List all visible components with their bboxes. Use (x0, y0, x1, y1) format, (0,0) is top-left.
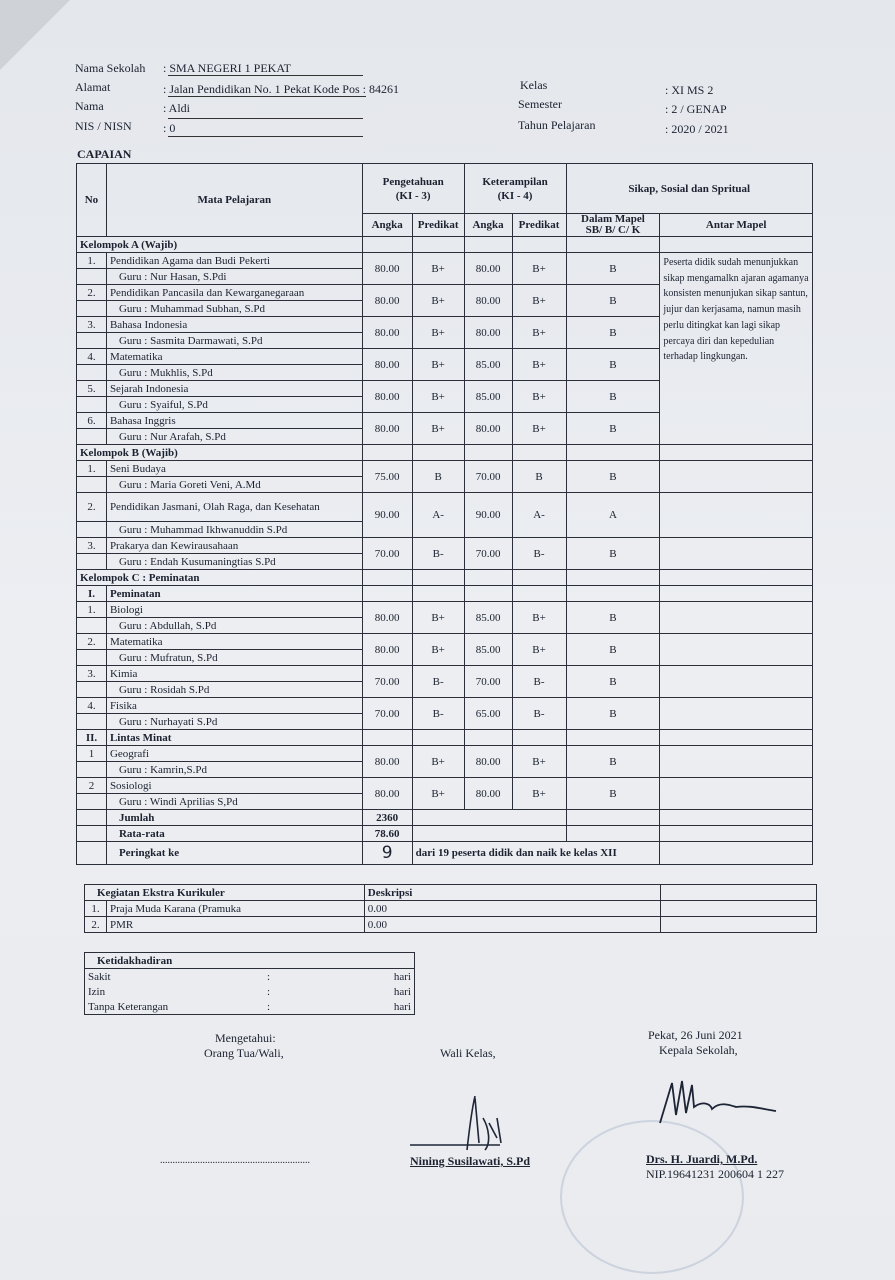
subject-row (77, 461, 813, 477)
ekstra-deskripsi-label: Deskripsi (364, 885, 661, 901)
predikat-ki3: A- (412, 493, 464, 538)
wali-signature (405, 1088, 535, 1158)
sikap-dalam-mapel: B (566, 413, 660, 445)
col-dalam-mapel (566, 214, 660, 237)
empty-cell (77, 762, 107, 778)
kepsek-name: Drs. H. Juardi, M.Pd. (646, 1152, 758, 1166)
subject-row (77, 538, 813, 554)
empty-cell (660, 842, 813, 865)
empty-cell (660, 746, 813, 778)
guru-name: Guru : Endah Kusumaningtias S.Pd (106, 554, 362, 570)
group-row (77, 445, 813, 461)
empty-cell (412, 826, 566, 842)
predikat-ki4: B+ (512, 317, 566, 349)
empty-cell (660, 634, 813, 666)
angka-ki3: 80.00 (362, 253, 412, 285)
subject-no: 2 (77, 778, 107, 794)
subject-no: 3. (77, 317, 107, 333)
predikat-ki4: B+ (512, 746, 566, 778)
predikat-ki3: B+ (412, 778, 464, 810)
empty-cell (77, 650, 107, 666)
guru-name: Guru : Nurhayati S.Pd (106, 714, 362, 730)
sikap-dalam-mapel: B (566, 317, 660, 349)
empty-cell (464, 730, 512, 746)
subject-name: Bahasa Indonesia (106, 317, 362, 333)
predikat-ki3: B (412, 461, 464, 493)
absence-sep: : (264, 999, 354, 1015)
empty-cell (660, 602, 813, 634)
empty-cell (412, 586, 464, 602)
angka-ki3: 80.00 (362, 602, 412, 634)
empty-cell (77, 269, 107, 285)
empty-cell (660, 698, 813, 730)
predikat-ki4: A- (512, 493, 566, 538)
empty-cell (77, 826, 107, 842)
sikap-dalam-mapel: B (566, 698, 660, 730)
subgroup-row (77, 586, 813, 602)
group-label: Kelompok A (Wajib) (77, 237, 363, 253)
empty-cell (77, 682, 107, 698)
absence-row (85, 999, 415, 1015)
grades-table (76, 163, 813, 865)
subject-no: 1. (77, 253, 107, 269)
angka-ki3: 80.00 (362, 285, 412, 317)
subject-no: 6. (77, 413, 107, 429)
predikat-ki3: B+ (412, 634, 464, 666)
subject-name: Matematika (106, 349, 362, 365)
sikap-dalam-mapel: B (566, 285, 660, 317)
angka-ki4: 85.00 (464, 381, 512, 413)
subject-name: Pendidikan Pancasila dan Kewarganegaraan (106, 285, 362, 301)
subject-name: Sejarah Indonesia (106, 381, 362, 397)
keterampilan-label: Keterampilan (482, 175, 548, 188)
col-predikat-4: Predikat (512, 214, 566, 237)
predikat-ki3: B- (412, 666, 464, 698)
semester-value: : 2 / GENAP (665, 102, 727, 116)
angka-ki4: 65.00 (464, 698, 512, 730)
pengetahuan-label: Pengetahuan (382, 175, 444, 188)
jumlah-value: 2360 (362, 810, 412, 826)
guru-name: Guru : Abdullah, S.Pd (106, 618, 362, 634)
ekstra-title: Kegiatan Ekstra Kurikuler (85, 885, 365, 901)
predikat-ki4: B+ (512, 253, 566, 285)
empty-cell (566, 730, 660, 746)
empty-cell (660, 445, 813, 461)
angka-ki4: 80.00 (464, 413, 512, 445)
absence-table (84, 952, 415, 1015)
empty-cell (512, 570, 566, 586)
absence-title: Ketidakhadiran (85, 953, 415, 969)
predikat-ki4: B- (512, 666, 566, 698)
dalam-mapel-label: Dalam Mapel (581, 213, 645, 225)
subject-row (77, 602, 813, 618)
subject-name: Seni Budaya (106, 461, 362, 477)
subject-row (77, 698, 813, 714)
predikat-ki3: B+ (412, 746, 464, 778)
empty-cell (512, 237, 566, 253)
predikat-ki4: B+ (512, 602, 566, 634)
angka-ki3: 70.00 (362, 698, 412, 730)
predikat-ki3: B- (412, 698, 464, 730)
subject-no: 1. (77, 602, 107, 618)
empty-cell (412, 445, 464, 461)
empty-cell (660, 666, 813, 698)
subject-no: 1. (77, 461, 107, 477)
absence-sep: : (267, 985, 271, 998)
angka-ki4: 85.00 (464, 634, 512, 666)
sikap-dalam-mapel: A (566, 493, 660, 538)
kepsek-label: Kepala Sekolah, (659, 1043, 738, 1057)
nama-sekolah-label: Nama Sekolah (75, 61, 146, 75)
predikat-ki4: B+ (512, 285, 566, 317)
predikat-ki3: B+ (412, 602, 464, 634)
jumlah-row (77, 810, 813, 826)
guru-name: Guru : Syaiful, S.Pd (106, 397, 362, 413)
subject-no: 2. (77, 493, 107, 522)
ekstra-name: Praja Muda Karana (Pramuka (106, 901, 364, 917)
ortu-signature-line: ............................................................ (160, 1155, 310, 1166)
empty-cell (660, 586, 813, 602)
angka-ki4: 90.00 (464, 493, 512, 538)
guru-name: Guru : Maria Goreti Veni, A.Md (106, 477, 362, 493)
angka-ki4: 80.00 (464, 778, 512, 810)
angka-ki3: 80.00 (362, 634, 412, 666)
absence-label: Izin (85, 984, 265, 999)
wali-name: Nining Susilawati, S.Pd (410, 1154, 531, 1168)
empty-cell (77, 333, 107, 349)
ekstra-blank (661, 885, 817, 901)
ekstra-no: 1. (85, 901, 107, 917)
sikap-dalam-mapel: B (566, 666, 660, 698)
guru-name: Guru : Nur Hasan, S.Pdi (106, 269, 362, 285)
subject-no: 4. (77, 698, 107, 714)
empty-cell (412, 810, 566, 826)
empty-cell (660, 237, 813, 253)
absence-unit: hari (354, 984, 415, 999)
ki3-label: (KI - 3) (395, 189, 431, 202)
kepsek-nip: NIP.19641231 200604 1 227 (646, 1167, 785, 1181)
sikap-dalam-mapel: B (566, 461, 660, 493)
empty-cell (660, 461, 813, 493)
kelas-value: : XI MS 2 (665, 83, 714, 97)
absence-unit: hari (354, 969, 415, 985)
ekstra-row (85, 917, 817, 933)
guru-name: Guru : Nur Arafah, S.Pd (106, 429, 362, 445)
empty-cell (512, 586, 566, 602)
guru-name: Guru : Mukhlis, S.Pd (106, 365, 362, 381)
absence-row (85, 984, 415, 999)
predikat-ki4: B+ (512, 778, 566, 810)
subgroup-label: Peminatan (106, 586, 362, 602)
subject-name: Prakarya dan Kewirausahaan (106, 538, 362, 554)
predikat-ki3: B+ (412, 317, 464, 349)
subject-name: Bahasa Inggris (106, 413, 362, 429)
col-no: No (77, 164, 107, 237)
empty-cell (77, 301, 107, 317)
empty-cell (566, 826, 660, 842)
empty-cell (362, 586, 412, 602)
angka-ki4: 80.00 (464, 253, 512, 285)
predikat-ki4: B+ (512, 349, 566, 381)
col-antar-mapel: Antar Mapel (660, 214, 813, 237)
empty-cell (464, 445, 512, 461)
underline (168, 96, 366, 97)
ortu-label: Orang Tua/Wali, (204, 1046, 284, 1060)
empty-cell (464, 570, 512, 586)
subject-no: 3. (77, 666, 107, 682)
subgroup-no: II. (77, 730, 107, 746)
angka-ki3: 70.00 (362, 538, 412, 570)
col-predikat-3: Predikat (412, 214, 464, 237)
angka-ki3: 80.00 (362, 746, 412, 778)
sikap-dalam-mapel: B (566, 381, 660, 413)
col-angka-4: Angka (464, 214, 512, 237)
alamat-value: : Jalan Pendidikan No. 1 Pekat Kode Pos : 84261 (163, 82, 399, 96)
rata-label: Rata-rata (106, 826, 362, 842)
predikat-ki4: B- (512, 538, 566, 570)
col-keterampilan (464, 164, 566, 214)
subject-no: 2. (77, 285, 107, 301)
nama-sekolah-value: : SMA NEGERI 1 PEKAT (163, 61, 292, 75)
subject-name: Sosiologi (106, 778, 362, 794)
absence-label: Sakit (85, 969, 265, 985)
empty-cell (464, 586, 512, 602)
subject-row (77, 634, 813, 650)
wali-kelas-label: Wali Kelas, (440, 1046, 496, 1060)
empty-cell (660, 570, 813, 586)
guru-name: Guru : Muhammad Ikhwanuddin S.Pd (106, 522, 362, 538)
subgroup-label: Lintas Minat (106, 730, 362, 746)
subject-name: Kimia (106, 666, 362, 682)
underline (168, 136, 363, 137)
sikap-dalam-mapel: B (566, 538, 660, 570)
tahun-value: : 2020 / 2021 (665, 122, 729, 136)
peringkat-value: 9 (362, 842, 412, 865)
col-angka-3: Angka (362, 214, 412, 237)
ekstra-desc: 0.00 (364, 901, 661, 917)
empty-cell (77, 618, 107, 634)
sikap-dalam-mapel: B (566, 778, 660, 810)
empty-cell (566, 810, 660, 826)
group-row (77, 570, 813, 586)
angka-ki4: 70.00 (464, 538, 512, 570)
angka-ki3: 70.00 (362, 666, 412, 698)
subject-no: 1 (77, 746, 107, 762)
underline (168, 75, 363, 76)
sikap-antar-mapel: Peserta didik sudah menunjukkan sikap mengamalkn ajaran agamanya konsisten menunjukan sikap santun, jujur dan kerjasama, namun masih perlu ditingkat kan lagi sikap percaya diri dan kepedulian terhadap lingkungan. (660, 253, 813, 445)
absence-label: Tanpa Keterangan (85, 999, 265, 1015)
underline (168, 118, 363, 119)
kepsek-signature (650, 1075, 785, 1130)
col-mapel: Mata Pelajaran (106, 164, 362, 237)
angka-ki4: 70.00 (464, 461, 512, 493)
empty-cell (362, 730, 412, 746)
subject-no: 3. (77, 538, 107, 554)
absence-sep: : (267, 970, 271, 983)
col-sikap: Sikap, Sosial dan Spritual (566, 164, 812, 214)
subject-row (77, 666, 813, 682)
angka-ki4: 85.00 (464, 349, 512, 381)
predikat-ki4: B (512, 461, 566, 493)
empty-cell (77, 714, 107, 730)
empty-cell (77, 522, 107, 538)
ekstra-name: PMR (106, 917, 364, 933)
empty-cell (362, 570, 412, 586)
empty-cell (566, 237, 660, 253)
subject-row (77, 253, 813, 269)
ki4-label: (KI - 4) (497, 189, 533, 202)
nis-value: : 0 (163, 121, 176, 135)
empty-cell (566, 586, 660, 602)
empty-cell (77, 554, 107, 570)
empty-cell (660, 826, 813, 842)
ekstra-table (84, 884, 817, 933)
empty-cell (566, 570, 660, 586)
peringkat-row (77, 842, 813, 865)
angka-ki3: 90.00 (362, 493, 412, 538)
empty-cell (77, 429, 107, 445)
empty-cell (660, 493, 813, 538)
tahun-label: Tahun Pelajaran (518, 118, 596, 132)
sikap-dalam-mapel: B (566, 634, 660, 666)
semester-label: Semester (518, 97, 562, 111)
subject-name: Pendidikan Jasmani, Olah Raga, dan Kesehatan (106, 493, 362, 522)
rata-row (77, 826, 813, 842)
subject-name: Geografi (106, 746, 362, 762)
empty-cell (77, 794, 107, 810)
peringkat-label: Peringkat ke (106, 842, 362, 865)
group-label: Kelompok C : Peminatan (77, 570, 363, 586)
predikat-ki3: B+ (412, 381, 464, 413)
empty-cell (412, 730, 464, 746)
group-label: Kelompok B (Wajib) (77, 445, 363, 461)
empty-cell (412, 237, 464, 253)
ekstra-blank (661, 901, 817, 917)
angka-ki4: 80.00 (464, 746, 512, 778)
predikat-ki3: B+ (412, 285, 464, 317)
empty-cell (77, 810, 107, 826)
predikat-ki3: B- (412, 538, 464, 570)
guru-name: Guru : Kamrin,S.Pd (106, 762, 362, 778)
empty-cell (362, 237, 412, 253)
empty-cell (77, 477, 107, 493)
ekstra-no: 2. (85, 917, 107, 933)
school-stamp (560, 1120, 744, 1274)
subject-no: 4. (77, 349, 107, 365)
angka-ki4: 85.00 (464, 602, 512, 634)
subject-row (77, 778, 813, 794)
predikat-ki4: B+ (512, 413, 566, 445)
sikap-dalam-mapel: B (566, 349, 660, 381)
subject-name: Biologi (106, 602, 362, 618)
sikap-dalam-mapel: B (566, 253, 660, 285)
rata-value: 78.60 (362, 826, 412, 842)
angka-ki3: 80.00 (362, 317, 412, 349)
subject-name: Matematika (106, 634, 362, 650)
empty-cell (77, 365, 107, 381)
guru-name: Guru : Mufratun, S.Pd (106, 650, 362, 666)
alamat-label: Alamat (75, 80, 111, 94)
empty-cell (464, 237, 512, 253)
empty-cell (660, 810, 813, 826)
guru-name: Guru : Sasmita Darmawati, S.Pd (106, 333, 362, 349)
empty-cell (412, 570, 464, 586)
subject-no: 5. (77, 381, 107, 397)
ekstra-blank (661, 917, 817, 933)
jumlah-label: Jumlah (106, 810, 362, 826)
angka-ki4: 80.00 (464, 285, 512, 317)
angka-ki4: 70.00 (464, 666, 512, 698)
subgroup-row (77, 730, 813, 746)
empty-cell (362, 445, 412, 461)
guru-name: Guru : Muhammad Subhan, S.Pd (106, 301, 362, 317)
predikat-ki3: B+ (412, 349, 464, 381)
folded-corner (0, 0, 70, 70)
predikat-ki3: B+ (412, 253, 464, 285)
place-date: Pekat, 26 Juni 2021 (648, 1028, 743, 1042)
nis-label: NIS / NISN (75, 119, 132, 133)
subject-no: 2. (77, 634, 107, 650)
guru-name: Guru : Rosidah S.Pd (106, 682, 362, 698)
angka-ki4: 80.00 (464, 317, 512, 349)
empty-cell (512, 730, 566, 746)
nama-label: Nama (75, 99, 104, 113)
col-pengetahuan (362, 164, 464, 214)
absence-row (85, 969, 415, 985)
empty-cell (77, 397, 107, 413)
predikat-ki4: B+ (512, 381, 566, 413)
mengetahui-label: Mengetahui: (215, 1031, 276, 1045)
predikat-ki4: B- (512, 698, 566, 730)
capaian-title: CAPAIAN (77, 147, 132, 161)
absence-unit: hari (354, 999, 415, 1015)
angka-ki3: 80.00 (362, 413, 412, 445)
ekstra-desc: 0.00 (364, 917, 661, 933)
subject-row (77, 746, 813, 762)
empty-cell (660, 538, 813, 570)
sbck-label: SB/ B/ C/ K (585, 224, 641, 236)
subject-name: Pendidikan Agama dan Budi Pekerti (106, 253, 362, 269)
angka-ki3: 80.00 (362, 778, 412, 810)
angka-ki3: 80.00 (362, 349, 412, 381)
predikat-ki3: B+ (412, 413, 464, 445)
empty-cell (512, 445, 566, 461)
angka-ki3: 80.00 (362, 381, 412, 413)
ekstra-row (85, 901, 817, 917)
nama-value: : Aldi (163, 101, 191, 115)
sikap-dalam-mapel: B (566, 746, 660, 778)
predikat-ki4: B+ (512, 634, 566, 666)
subject-row (77, 493, 813, 522)
peringkat-text: dari 19 peserta didik dan naik ke kelas XII (412, 842, 660, 865)
empty-cell (660, 730, 813, 746)
group-row (77, 237, 813, 253)
empty-cell (77, 842, 107, 865)
empty-cell (566, 445, 660, 461)
subgroup-no: I. (77, 586, 107, 602)
empty-cell (660, 778, 813, 810)
guru-name: Guru : Windi Aprilias S,Pd (106, 794, 362, 810)
subject-name: Fisika (106, 698, 362, 714)
angka-ki3: 75.00 (362, 461, 412, 493)
kelas-label: Kelas (520, 78, 548, 92)
sikap-dalam-mapel: B (566, 602, 660, 634)
